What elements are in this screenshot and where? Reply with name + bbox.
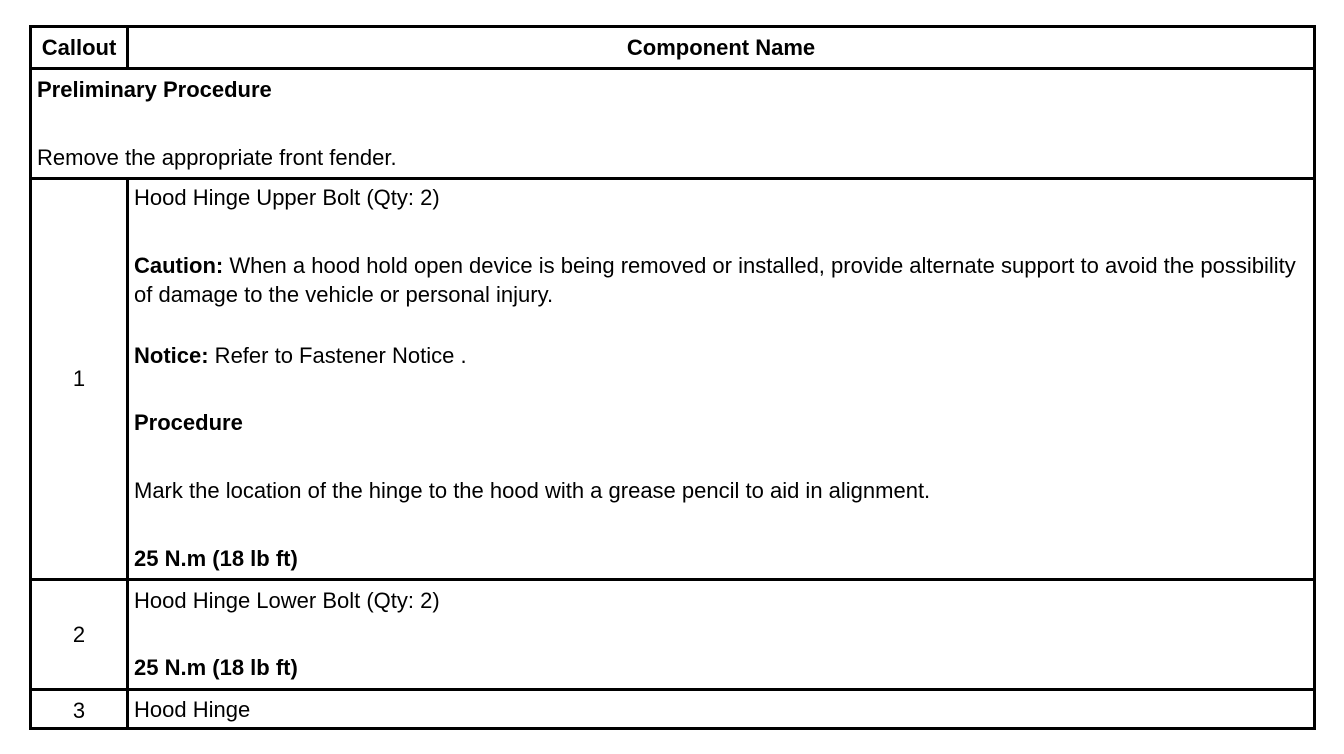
component-name: Hood Hinge [134, 697, 251, 722]
component-name: Hood Hinge Lower Bolt (Qty: 2) [134, 588, 440, 613]
component-cell [129, 180, 1313, 578]
procedure-text: Mark the location of the hinge to the hood with a grease pencil to aid in alignment. [134, 478, 931, 503]
component-name: Hood Hinge Upper Bolt (Qty: 2) [134, 185, 440, 210]
callout-number: 2 [72, 621, 86, 647]
component-cell [129, 691, 1313, 730]
caution-text: When a hood hold open device is being removed or installed, provide alternate support to avoid the possibility of damage to the vehicle or personal injury. [134, 253, 1296, 307]
torque-spec: 25 N.m (18 lb ft) [134, 655, 298, 680]
table-header-row [32, 28, 1313, 70]
table-row [32, 581, 1313, 691]
notice-text: Refer to Fastener Notice . [208, 343, 467, 368]
component-name-header-cell [129, 28, 1313, 67]
table-row [32, 691, 1313, 730]
component-table [29, 25, 1316, 730]
caution-note [134, 251, 1301, 309]
caution-label: Caution: [134, 253, 224, 278]
callout-number: 3 [72, 697, 86, 723]
callout-cell [32, 180, 129, 578]
component-cell [129, 581, 1313, 688]
callout-cell [32, 581, 129, 688]
preliminary-row [32, 70, 1313, 180]
preliminary-title: Preliminary Procedure [37, 77, 272, 102]
callout-header-cell [32, 28, 129, 67]
torque-spec: 25 N.m (18 lb ft) [134, 546, 298, 571]
callout-number: 1 [72, 366, 86, 391]
callout-cell [32, 691, 129, 730]
preliminary-text: Remove the appropriate front fender. [37, 145, 397, 170]
table-row [32, 180, 1313, 581]
procedure-label: Procedure [134, 410, 243, 435]
callout-header: Callout [41, 34, 117, 60]
notice-note [134, 341, 1301, 370]
component-name-header: Component Name [626, 34, 816, 60]
notice-label: Notice: [134, 343, 209, 368]
